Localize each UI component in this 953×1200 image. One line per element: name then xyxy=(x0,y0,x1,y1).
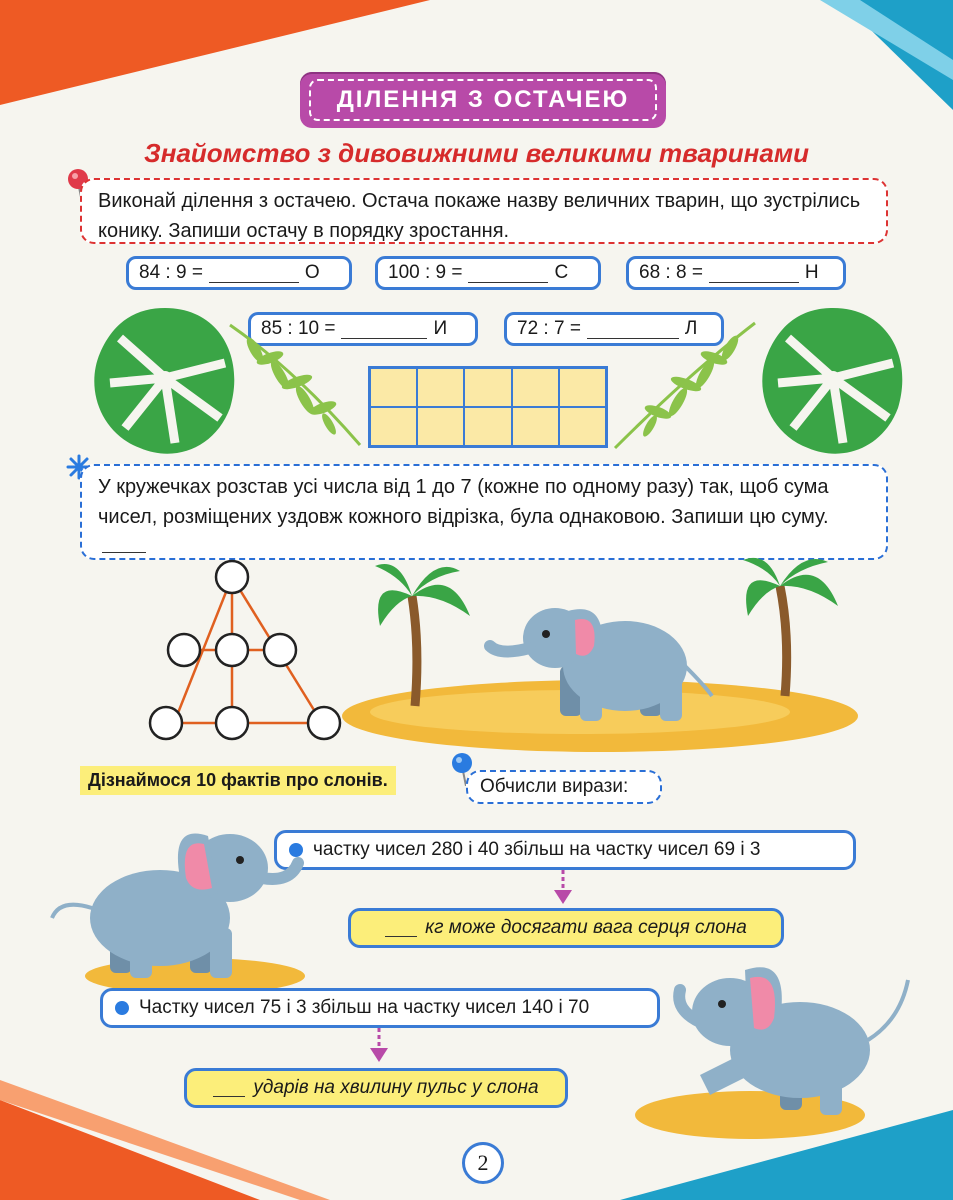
grid-cell[interactable] xyxy=(559,407,606,446)
circle-triangle-puzzle[interactable] xyxy=(144,555,354,745)
equation-3[interactable] xyxy=(626,256,846,290)
task1-instructions xyxy=(80,178,888,244)
equation-letter: С xyxy=(554,262,569,283)
elephant-right-illustration xyxy=(630,950,920,1140)
compute-label-text: Обчисли вирази: xyxy=(480,776,629,797)
equation-2[interactable] xyxy=(375,256,601,290)
grid-cell[interactable] xyxy=(370,368,417,407)
task2-instructions xyxy=(80,464,888,560)
facts-label: Дізнаймося 10 фактів про слонів. xyxy=(80,766,396,795)
section-title-text: ДІЛЕННЯ З ОСТАЧЕЮ xyxy=(309,79,657,121)
arrow-down-icon xyxy=(552,870,574,906)
expression-2 xyxy=(100,988,660,1028)
grid-cell[interactable] xyxy=(559,368,606,407)
puzzle-circle xyxy=(168,634,200,666)
puzzle-circle xyxy=(216,707,248,739)
fern-left-icon xyxy=(225,320,365,450)
bullet-dot-icon xyxy=(115,1001,129,1015)
expression-1 xyxy=(274,830,856,870)
answer-blank[interactable] xyxy=(468,264,548,283)
elephant-left-illustration xyxy=(40,808,310,998)
grid-cell[interactable] xyxy=(464,368,511,407)
expression-1-text: частку чисел 280 і 40 збільш на частку чисел 69 і 3 xyxy=(313,839,761,860)
answer-grid[interactable] xyxy=(368,366,608,448)
puzzle-circle xyxy=(216,561,248,593)
arrow-down-icon xyxy=(368,1028,390,1064)
grid-cell[interactable] xyxy=(512,368,559,407)
equation-expr: 68 : 8 = xyxy=(639,262,703,283)
puzzle-circle xyxy=(216,634,248,666)
puzzle-circle xyxy=(308,707,340,739)
grid-cell[interactable] xyxy=(417,368,464,407)
answer-2-text: ударів на хвилину пульс у слона xyxy=(253,1077,539,1098)
answer-2-blank[interactable] xyxy=(213,1080,245,1097)
monstera-leaf-right-icon xyxy=(748,298,918,468)
grid-cell[interactable] xyxy=(464,407,511,446)
answer-1[interactable] xyxy=(348,908,784,948)
equation-letter: Н xyxy=(804,262,819,283)
equation-expr: 85 : 10 = xyxy=(261,318,336,339)
equation-letter: О xyxy=(304,262,320,283)
answer-2[interactable] xyxy=(184,1068,568,1108)
puzzle-circle xyxy=(150,707,182,739)
answer-1-blank[interactable] xyxy=(385,920,417,937)
grid-cell[interactable] xyxy=(512,407,559,446)
fern-right-icon xyxy=(610,318,760,453)
equation-expr: 84 : 9 = xyxy=(139,262,203,283)
page-subtitle: Знайомство з дивовижними великими тваринами xyxy=(144,138,809,168)
elephant-savanna-illustration xyxy=(340,556,860,756)
equation-letter: И xyxy=(433,318,448,339)
compute-label xyxy=(466,770,662,804)
sum-answer-blank[interactable] xyxy=(102,534,146,553)
page-number: 2 xyxy=(462,1142,504,1184)
answer-blank[interactable] xyxy=(709,264,799,283)
grid-cell[interactable] xyxy=(370,407,417,446)
grid-cell[interactable] xyxy=(417,407,464,446)
task1-text: Виконай ділення з остачею. Остача покаже назву величних тварин, що зустрілись конику. Запиши остачу в порядку зростання. xyxy=(98,190,861,242)
puzzle-circle xyxy=(264,634,296,666)
equation-expr: 100 : 9 = xyxy=(388,262,463,283)
equation-expr: 72 : 7 = xyxy=(517,318,581,339)
answer-blank[interactable] xyxy=(209,264,299,283)
equation-1[interactable] xyxy=(126,256,352,290)
section-title xyxy=(300,72,666,128)
answer-1-text: кг може досягати вага серця слона xyxy=(425,917,747,938)
task2-text: У кружечках розстав усі числа від 1 до 7 (кожне по одному разу) так, щоб сума чисел, розміщених уздовж кожного відрізка, була однаковою. Запиши цю суму. xyxy=(98,476,829,528)
equation-letter: Л xyxy=(684,318,698,339)
expression-2-text: Частку чисел 75 і 3 збільш на частку чисел 140 і 70 xyxy=(139,997,590,1018)
